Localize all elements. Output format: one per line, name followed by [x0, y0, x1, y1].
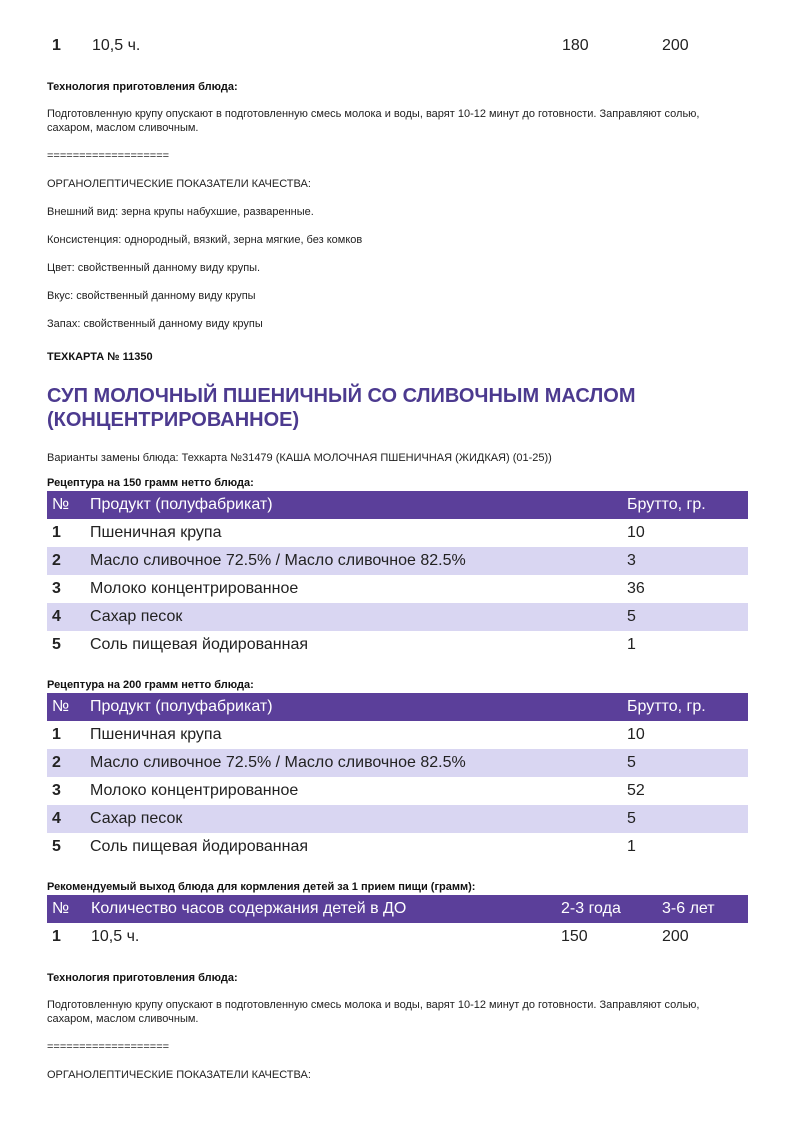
table-row: 5 Соль пищевая йодированная 1	[52, 636, 636, 653]
recipe200-table	[47, 693, 748, 861]
table-row: 1 Пшеничная крупа 10	[52, 726, 645, 743]
prev-color: Цвет: свойственный данному виду крупы.	[47, 262, 261, 274]
table-row: 1 10,5 ч. 180 200	[52, 37, 689, 54]
table-row: 3 Молоко концентрированное 36	[52, 580, 645, 597]
organo-title: ОРГАНОЛЕПТИЧЕСКИЕ ПОКАЗАТЕЛИ КАЧЕСТВА:	[47, 1069, 311, 1081]
tech-label: Технология приготовления блюда:	[47, 972, 238, 984]
recipe150-label: Рецептура на 150 грамм нетто блюда:	[47, 477, 254, 489]
table-row: 1 10,5 ч. 150 200	[52, 928, 689, 945]
table-header: № Количество часов содержания детей в ДО 2-3 года 3-6 лет	[47, 895, 748, 923]
prev-divider: ===================	[47, 150, 170, 162]
table-header: № Продукт (полуфабрикат) Брутто, гр.	[47, 693, 748, 721]
recipe150-table	[47, 491, 748, 659]
yield-table	[47, 895, 748, 951]
divider: ===================	[47, 1041, 170, 1053]
prev-yield-table	[47, 32, 748, 60]
table-row: 2 Масло сливочное 72.5% / Масло сливочное 82.5% 3	[47, 547, 748, 575]
prev-tech-label: Технология приготовления блюда:	[47, 81, 238, 93]
table-row: 4 Сахар песок 5	[47, 805, 748, 833]
yield-label: Рекомендуемый выход блюда для кормления детей за 1 прием пищи (грамм):	[47, 881, 476, 893]
prev-taste: Вкус: свойственный данному виду крупы	[47, 290, 256, 302]
table-row: 4 Сахар песок 5	[47, 603, 748, 631]
table-row: 5 Соль пищевая йодированная 1	[52, 838, 636, 855]
table-row: 1 Пшеничная крупа 10	[52, 524, 645, 541]
recipe200-label: Рецептура на 200 грамм нетто блюда:	[47, 679, 254, 691]
prev-tech-text: Подготовленную крупу опускают в подготовленную смесь молока и воды, варят 10-12 минут до готовности. Заправляют солью, сахаром, маслом сливочным.	[47, 108, 700, 134]
prev-organo-title: ОРГАНОЛЕПТИЧЕСКИЕ ПОКАЗАТЕЛИ КАЧЕСТВА:	[47, 178, 311, 190]
prev-smell: Запах: свойственный данному виду крупы	[47, 318, 263, 330]
prev-appearance: Внешний вид: зерна крупы набухшие, разваренные.	[47, 206, 314, 218]
table-header: № Продукт (полуфабрикат) Брутто, гр.	[47, 491, 748, 519]
table-row: 3 Молоко концентрированное 52	[52, 782, 645, 799]
title-line-2: (КОНЦЕНТРИРОВАННОЕ)	[47, 409, 300, 431]
title-line-1: СУП МОЛОЧНЫЙ ПШЕНИЧНЫЙ СО СЛИВОЧНЫМ МАСЛОМ	[47, 385, 636, 407]
table-row: 2 Масло сливочное 72.5% / Масло сливочное 82.5% 5	[47, 749, 748, 777]
prev-consistency: Консистенция: однородный, вязкий, зерна мягкие, без комков	[47, 234, 363, 246]
tech-text: Подготовленную крупу опускают в подготовленную смесь молока и воды, варят 10-12 минут до готовности. Заправляют солью, сахаром, маслом сливочным.	[47, 999, 700, 1025]
variants-text: Варианты замены блюда: Техкарта №31479 (КАША МОЛОЧНАЯ ПШЕНИЧНАЯ (ЖИДКАЯ) (01-25))	[47, 452, 552, 464]
techcard-number: ТЕХКАРТА № 11350	[47, 351, 153, 363]
page-title	[47, 384, 636, 432]
